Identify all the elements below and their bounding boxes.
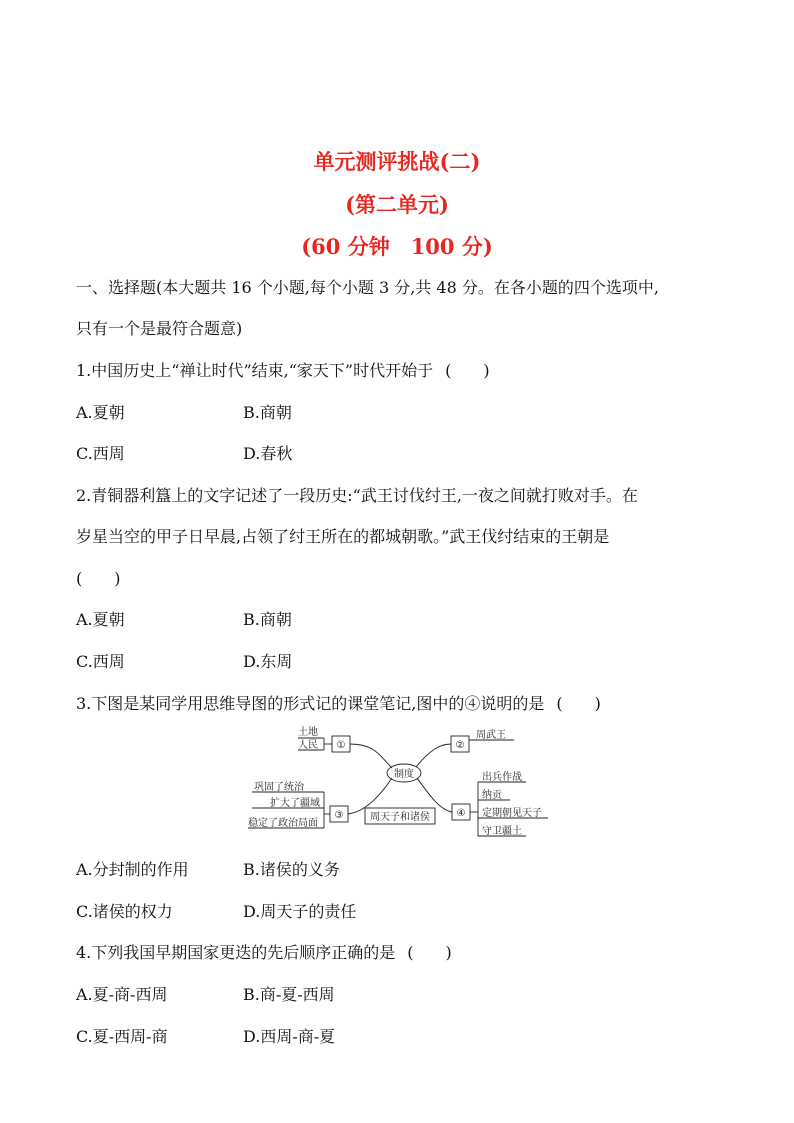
mindmap-right-top: 周武王 (476, 730, 506, 741)
page-subtitle: (第二单元) (345, 192, 449, 217)
question-4-stem (76, 940, 452, 963)
question-3-stem (76, 691, 601, 714)
section-heading-line-1: 一、选择题(本大题共 16 个小题,每个小题 3 分,共 48 分。在各小题的四个选项中, (76, 278, 659, 297)
question-3-answer-paren: ( ) (556, 694, 601, 713)
question-4-option-a: A.夏-商-西周 (76, 985, 168, 1004)
question-4-option-c: C.夏-西周-商 (76, 1027, 168, 1046)
question-2-option-d: D.东周 (243, 652, 293, 671)
question-1-stem-text: 1.中国历史上“禅让时代”结束,“家天下”时代开始于 (76, 361, 434, 380)
mindmap-node-4: ④ (456, 808, 466, 819)
mindmap-right-bottom-2: 纳贡 (482, 790, 502, 801)
question-1-option-d: D.春秋 (243, 444, 293, 463)
mindmap-right-bottom-1: 出兵作战 (482, 772, 522, 783)
question-3-option-d: D.周天子的责任 (243, 902, 357, 921)
question-4-answer-paren: ( ) (407, 943, 452, 962)
mindmap-node-1: ① (336, 740, 346, 751)
question-1-option-c: C.西周 (76, 444, 125, 463)
question-2-answer-paren: ( ) (76, 569, 121, 588)
question-3-option-a: A.分封制的作用 (76, 860, 189, 879)
question-4-option-d: D.西周-商-夏 (243, 1027, 336, 1046)
mindmap-left-top-1: 土地 (298, 727, 318, 738)
question-1-answer-paren: ( ) (445, 361, 490, 380)
mindmap-center-node: 制度 (394, 769, 414, 780)
mindmap-left-bottom-3: 稳定了政治局面 (248, 818, 318, 829)
mind-map-figure (240, 726, 560, 844)
question-1-stem (76, 358, 490, 381)
question-1-option-b: B.商朝 (243, 403, 292, 422)
question-2-option-b: B.商朝 (243, 610, 292, 629)
mindmap-node-3: ③ (334, 810, 344, 821)
section-heading-line-2: 只有一个是最符合题意) (76, 319, 243, 338)
mindmap-left-bottom-2: 扩大了疆域 (270, 798, 320, 809)
question-3-option-b: B.诸侯的义务 (243, 860, 340, 879)
question-2-option-c: C.西周 (76, 652, 125, 671)
page-title: 单元测评挑战(二) (313, 149, 481, 174)
question-2-option-a: A.夏朝 (76, 610, 125, 629)
question-3-stem-text: 3.下图是某同学用思维导图的形式记的课堂笔记,图中的④说明的是 (76, 694, 545, 713)
time-score: (60 分钟 100 分) (301, 234, 493, 259)
mindmap-right-bottom-4: 守卫疆土 (482, 826, 522, 837)
mindmap-right-bottom-3: 定期朝见天子 (482, 808, 542, 819)
mindmap-node-2: ② (455, 740, 465, 751)
mindmap-left-bottom-1: 巩固了统治 (254, 782, 304, 793)
question-1-option-a: A.夏朝 (76, 403, 125, 422)
question-4-stem-text: 4.下列我国早期国家更迭的先后顺序正确的是 (76, 943, 396, 962)
mindmap-left-top-2: 人民 (298, 740, 318, 751)
mindmap-bottom-node: 周天子和诸侯 (370, 812, 430, 823)
question-3-option-c: C.诸侯的权力 (76, 902, 173, 921)
question-2-stem-line-1: 2.青铜器利簋上的文字记述了一段历史:“武王讨伐纣王,一夜之间就打败对手。在 (76, 486, 638, 505)
question-2-stem-line-2: 岁星当空的甲子日早晨,占领了纣王所在的都城朝歌。”武王伐纣结束的王朝是 (76, 527, 610, 546)
question-4-option-b: B.商-夏-西周 (243, 985, 335, 1004)
